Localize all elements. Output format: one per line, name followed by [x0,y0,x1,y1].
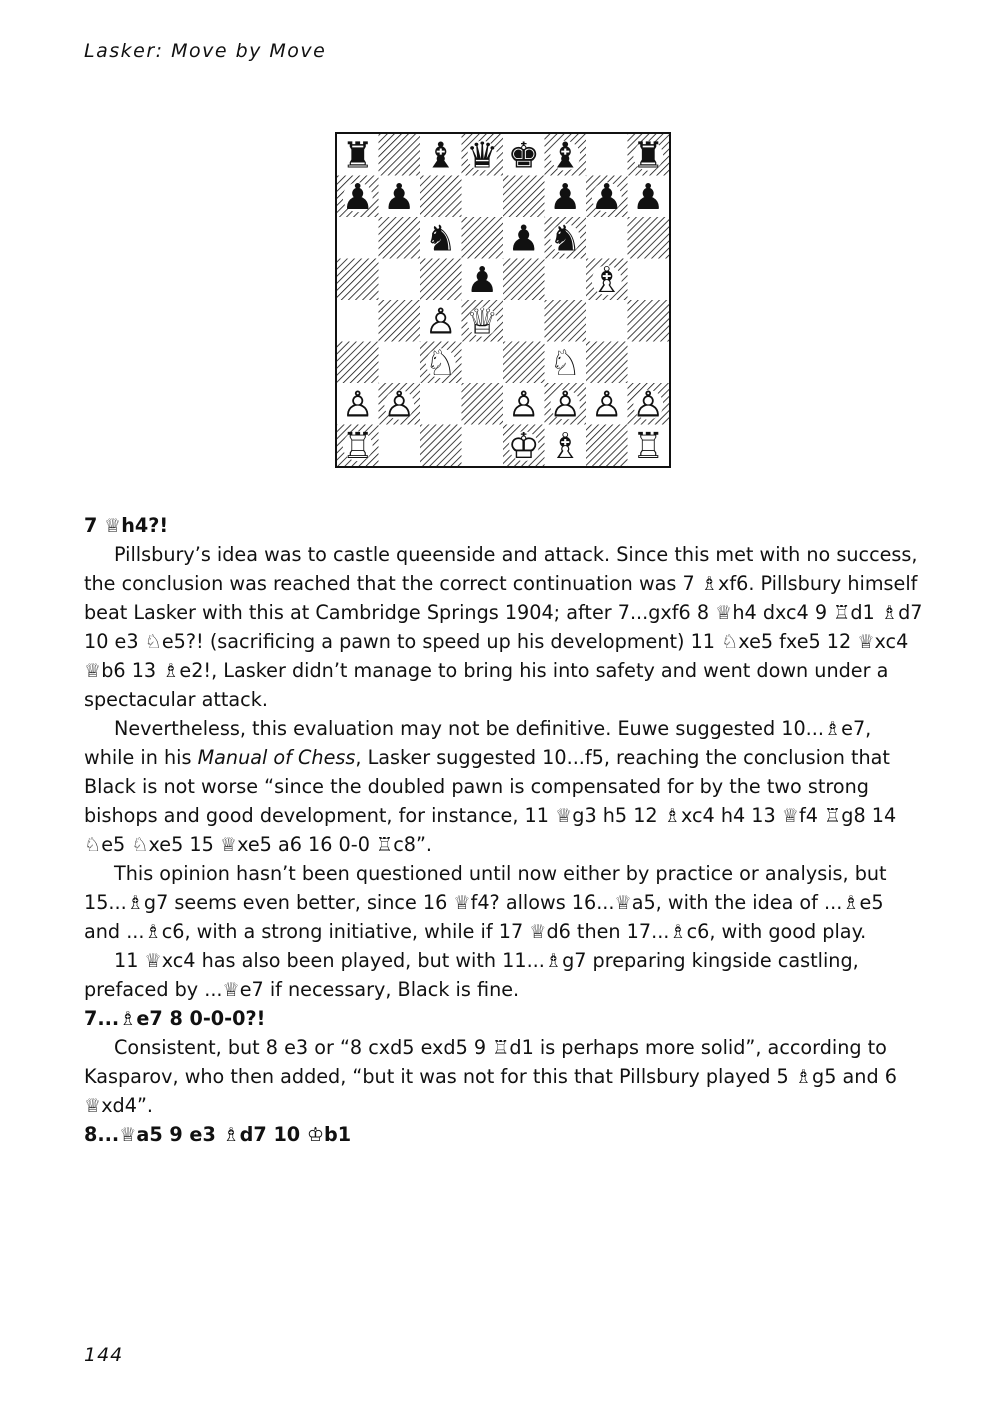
page-number: 144 [84,1344,124,1366]
square-g6 [586,217,628,259]
black-pawn-icon: ♟ [632,176,665,218]
white-bishop-icon: ♗ [549,425,582,466]
black-pawn-icon: ♟ [549,176,582,218]
square-c2 [420,383,462,425]
square-b8 [379,134,421,176]
square-a4 [337,300,379,342]
paragraph-4: 11 ♕xc4 has also been played, but with 11...♗g7 preparing kingside castling, prefaced by ...♕e7 if necessary, Black is fine. [84,949,859,1001]
black-knight-icon: ♞ [424,218,457,260]
square-d3 [462,342,504,384]
black-pawn-icon: ♟ [341,176,374,218]
square-a3 [337,342,379,384]
square-b6 [379,217,421,259]
square-b4 [379,300,421,342]
move-heading-3: 8...♕a5 9 e3 ♗d7 10 ♔b1 [84,1123,352,1146]
black-bishop-icon: ♝ [424,135,457,177]
square-d1 [462,425,504,467]
white-queen-icon: ♕ [466,301,499,343]
square-c7 [420,176,462,218]
square-b3 [379,342,421,384]
paragraph-5: Consistent, but 8 e3 or “8 cxd5 exd5 9 ♖d1 is perhaps more solid”, according to Kasparov, who then added, “but it was not for this that Pillsbury played 5 ♗g5 and 6 ♕xd4”. [84,1036,897,1117]
square-e7 [503,176,545,218]
paragraph-2-part-b: , Lasker suggested 10...f5, reaching the conclusion that Black is not worse “since the doubled pawn is compensated for by the two strong bishops and good development, for instance, 11 ♕g3 h5 12 ♗xc4 h4 13 ♕f4 ♖g8 14 ♘e5 ♘xe5 15 ♕xe5 a6 16 0-0 ♖c8”. [84,746,897,856]
commentary [84,511,924,1149]
square-h3 [628,342,670,384]
square-d6 [462,217,504,259]
black-pawn-icon: ♟ [507,218,540,260]
black-king-icon: ♚ [507,135,540,177]
white-bishop-icon: ♗ [590,259,623,301]
square-g8 [586,134,628,176]
running-head: Lasker: Move by Move [84,40,327,62]
white-pawn-icon: ♙ [341,384,374,426]
white-pawn-icon: ♙ [507,384,540,426]
black-knight-icon: ♞ [549,218,582,260]
square-h4 [628,300,670,342]
paragraph-2 [84,714,924,859]
black-rook-icon: ♜ [632,135,665,177]
square-g3 [586,342,628,384]
book-title: Manual of Chess [197,746,356,769]
black-pawn-icon: ♟ [383,176,416,218]
black-pawn-icon: ♟ [466,259,499,301]
white-pawn-icon: ♙ [424,301,457,343]
square-h5 [628,259,670,301]
square-d2 [462,383,504,425]
square-b1 [379,425,421,467]
square-a5 [337,259,379,301]
white-king-icon: ♔ [507,425,540,466]
white-pawn-icon: ♙ [549,384,582,426]
white-knight-icon: ♘ [424,342,457,384]
square-h6 [628,217,670,259]
chess-diagram [335,132,671,468]
square-e5 [503,259,545,301]
move-heading-1: 7 ♕h4?! [84,514,169,537]
square-d7 [462,176,504,218]
square-e4 [503,300,545,342]
white-pawn-icon: ♙ [590,384,623,426]
move-heading-2: 7...♗e7 8 0-0-0?! [84,1007,266,1030]
square-b5 [379,259,421,301]
square-a6 [337,217,379,259]
white-pawn-icon: ♙ [632,384,665,426]
chess-board [337,134,669,466]
black-queen-icon: ♛ [466,135,499,177]
white-rook-icon: ♖ [632,425,665,466]
black-rook-icon: ♜ [341,135,374,177]
white-pawn-icon: ♙ [383,384,416,426]
square-g4 [586,300,628,342]
paragraph-1: Pillsbury’s idea was to castle queenside and attack. Since this met with no success, the conclusion was reached that the correct continuation was 7 ♗xf6. Pillsbury himself beat Lasker with this at Cambridge Springs 1904; after 7...gxf6 8 ♕h4 dxc4 9 ♖d1 ♗d7 10 e3 ♘e5?! (sacrificing a pawn to speed up his development) 11 ♘xe5 fxe5 12 ♕xc4 ♕b6 13 ♗e2!, Lasker didn’t manage to bring his into safety and went down under a spectacular attack. [84,543,923,711]
white-rook-icon: ♖ [341,425,374,466]
white-knight-icon: ♘ [549,342,582,384]
black-bishop-icon: ♝ [549,135,582,177]
square-e3 [503,342,545,384]
square-f5 [545,259,587,301]
paragraph-2-part-a: Nevertheless, this evaluation may not be definitive. Euwe suggested 10...♗e7, while in his [84,717,872,769]
square-c1 [420,425,462,467]
paragraph-3: This opinion hasn’t been questioned until now either by practice or analysis, but 15...♗g7 seems even better, since 16 ♕f4? allows 16...♕a5, with the idea of ...♗e5 and ...♗c6, with a strong initiative, while if 17 ♕d6 then 17...♗c6, with good play. [84,862,887,943]
square-f4 [545,300,587,342]
black-pawn-icon: ♟ [590,176,623,218]
square-g1 [586,425,628,467]
square-c5 [420,259,462,301]
